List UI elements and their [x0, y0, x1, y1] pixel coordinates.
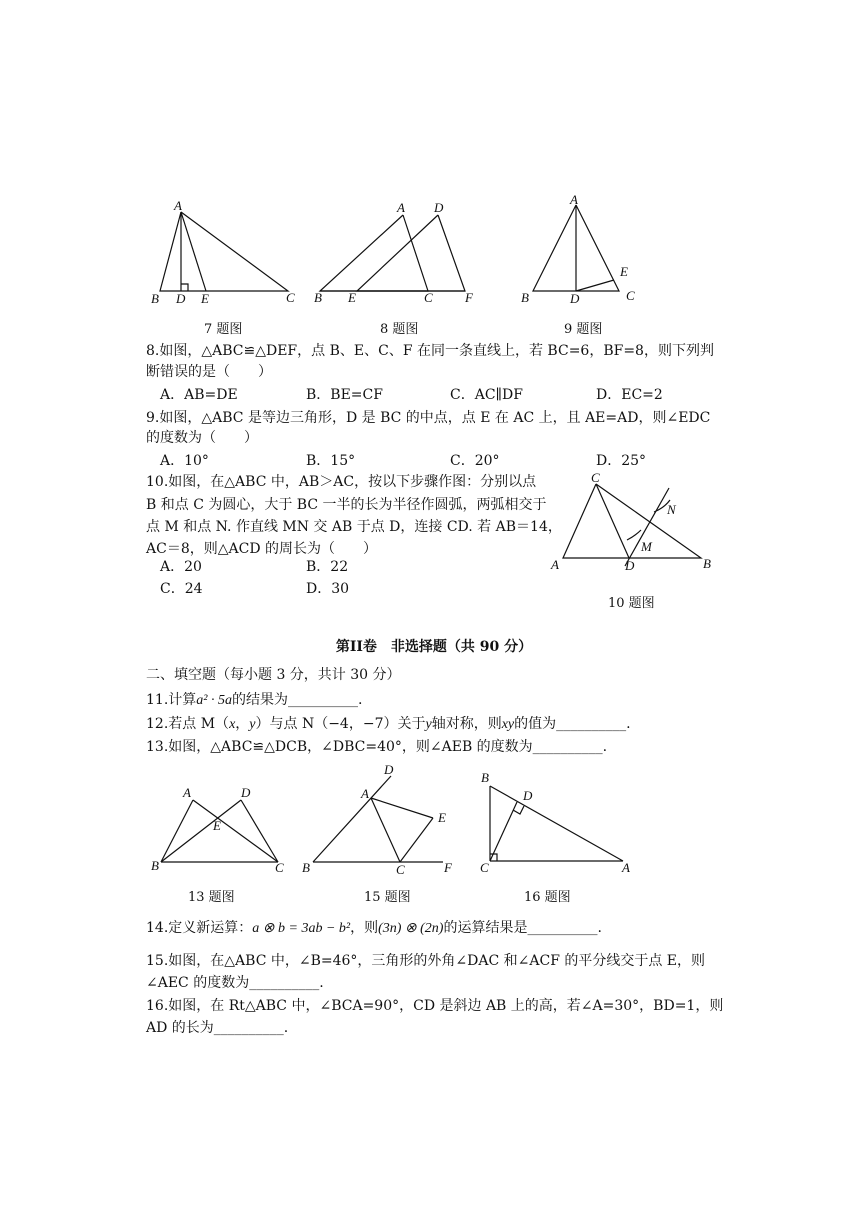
q8-line-1: 8.如图，△ABC≌△DEF，点 B、E、C、F 在同一条直线上，若 BC=6，BF=8，则下列判	[146, 343, 714, 359]
fig13-segment-ab	[161, 800, 193, 862]
fig15-segment-ae	[371, 798, 433, 818]
fig16-altitude-cd	[490, 802, 517, 861]
q10-line-1: 10.如图，在△ABC 中，AB＞AC，按以下步骤作图：分别以点	[146, 474, 537, 490]
q9-line-2: 的度数为（ ）	[146, 430, 258, 446]
fig15-label-b: B	[302, 860, 310, 875]
fig15-label-a: A	[361, 786, 369, 801]
fig15-label-e: E	[438, 810, 446, 825]
fill-heading: 二、填空题（每小题 3 分，共计 30 分）	[146, 667, 401, 683]
fig13-segment-db	[161, 800, 241, 862]
fig16-segment-ab	[490, 786, 623, 861]
figure-13	[145, 782, 295, 877]
fig13-label-e: E	[213, 818, 221, 833]
figure-16	[475, 768, 640, 878]
q15-line-2: ∠AEC 的度数为__________.	[146, 975, 324, 991]
fig9-caption: 9 题图	[564, 322, 603, 337]
q12-mid2: 轴对称，则	[431, 716, 502, 732]
fig10-triangle-abc	[563, 484, 701, 558]
fig10-label-m: M	[641, 539, 652, 554]
q10-line-2: B 和点 C 为圆心，大于 BC 一半的长为半径作圆弧，两弧相交于	[146, 497, 547, 513]
fig10-label-d: D	[625, 558, 635, 573]
fig10-label-c: C	[591, 470, 600, 485]
q8-option-a: A．AB=DE	[160, 387, 238, 403]
fig10-arc-m	[627, 530, 641, 540]
fig8-label-b: B	[314, 290, 322, 305]
fig15-segment-ac	[371, 798, 400, 862]
fig8-triangle-abc	[320, 215, 428, 291]
q11-expression: a² · 5a	[196, 693, 232, 708]
fig7-right-angle-mark	[181, 284, 188, 291]
q9-option-c: C．20°	[450, 453, 500, 469]
q14-definition: a ⊗ b = 3ab − b²	[252, 921, 351, 936]
fig10-label-n: N	[667, 502, 676, 517]
q9-option-b: B．15°	[306, 453, 356, 469]
figure-10	[545, 470, 725, 580]
q9-option-d: D．25°	[596, 453, 647, 469]
q9-option-a: A．10°	[160, 453, 209, 469]
q8-option-b: B．BE=CF	[306, 387, 383, 403]
fig9-label-e: E	[620, 264, 628, 279]
fig15-segment-ce	[400, 818, 433, 862]
fig7-triangle-abc	[160, 212, 288, 291]
fig15-line-bd	[313, 776, 391, 862]
fig16-caption: 16 题图	[524, 890, 571, 905]
fig13-label-d: D	[241, 785, 251, 800]
q16-line-2: AD 的长为__________.	[146, 1020, 289, 1036]
fig16-label-a: A	[622, 860, 630, 875]
q16-line-1: 16.如图，在 Rt△ABC 中，∠BCA=90°，CD 是斜边 AB 上的高，若∠A=30°，BD=1，则	[146, 998, 724, 1014]
q12-comma: ，	[235, 716, 250, 732]
fig7-label-d: D	[176, 291, 186, 306]
fig15-caption: 15 题图	[364, 890, 411, 905]
fig13-label-b: B	[151, 858, 159, 873]
fig7-label-a: A	[174, 198, 182, 213]
fig13-label-c: C	[275, 860, 284, 875]
q14-prefix: 14.定义新运算：	[146, 920, 253, 936]
q14-mid: ，则	[350, 920, 379, 936]
fig8-label-d: D	[434, 200, 444, 215]
fig13-segment-dc	[241, 800, 278, 862]
fig8-label-a: A	[397, 200, 405, 215]
q12-xy: xy	[501, 717, 515, 732]
fig8-caption: 8 题图	[380, 322, 419, 337]
q10-line-3: 点 M 和点 N. 作直线 MN 交 AB 于点 D，连接 CD. 若 AB＝14，	[146, 519, 562, 535]
fig16-label-d: D	[523, 788, 533, 803]
fig7-label-b: B	[151, 291, 159, 306]
fig7-segment-ae	[181, 212, 206, 291]
q10-option-d: D．30	[306, 581, 350, 597]
q15-line-1: 15.如图，在△ABC 中，∠B=46°，三角形的外角∠DAC 和∠ACF 的平分线交于点 E，则	[146, 953, 706, 969]
q12-mid: ）与点 N（−4，−7）关于	[255, 716, 426, 732]
fig7-caption: 7 题图	[204, 322, 243, 337]
q8-line-2: 断错误的是（ ）	[146, 364, 272, 380]
q11-suffix: 的结果为__________.	[231, 692, 363, 708]
fig8-label-c: C	[424, 290, 433, 305]
fig7-label-e: E	[201, 291, 209, 306]
q9-line-1: 9.如图，△ABC 是等边三角形，D 是 BC 的中点，点 E 在 AC 上，且 AE=AD，则∠EDC	[146, 410, 711, 426]
figure-9	[512, 190, 652, 310]
q11	[146, 690, 362, 711]
q10-option-a: A．20	[160, 559, 202, 575]
q12-y: y	[249, 717, 256, 732]
fig16-label-c: C	[480, 860, 489, 875]
q8-option-c: C．AC∥DF	[450, 387, 523, 403]
figure-7	[140, 195, 315, 310]
fig10-label-a: A	[551, 557, 559, 572]
q10-option-c: C．24	[160, 581, 203, 597]
q12-x: x	[229, 717, 236, 732]
q10-line-4: AC＝8，则△ACD 的周长为（ ）	[146, 541, 377, 557]
q12	[146, 714, 631, 735]
q12-axis: y	[425, 717, 432, 732]
fig10-caption: 10 题图	[608, 596, 655, 611]
fig15-label-d: D	[384, 762, 394, 777]
figure-15	[298, 762, 468, 877]
fig10-line-mn	[625, 488, 669, 566]
fig9-label-b: B	[521, 290, 529, 305]
fig15-label-f: F	[444, 860, 452, 875]
q11-prefix: 11.计算	[146, 692, 197, 708]
fig8-triangle-def	[357, 215, 465, 291]
q8-option-d: D．EC=2	[596, 387, 663, 403]
q12-suffix: 的值为__________.	[514, 716, 631, 732]
fig10-label-b: B	[703, 556, 711, 571]
q13: 13.如图，△ABC≌△DCB，∠DBC=40°，则∠AEB 的度数为__________.	[146, 739, 608, 755]
fig13-segment-ac	[193, 800, 278, 862]
fig15-label-c: C	[396, 862, 405, 877]
fig9-segment-de	[576, 280, 614, 291]
fig13-label-a: A	[183, 785, 191, 800]
figure-8	[310, 195, 485, 310]
fig9-label-d: D	[570, 291, 580, 306]
fig13-caption: 13 题图	[188, 890, 235, 905]
fig8-label-e: E	[348, 290, 356, 305]
fig16-label-b: B	[481, 770, 489, 785]
fig9-label-c: C	[626, 288, 635, 303]
fig7-label-c: C	[286, 290, 295, 305]
fig8-label-f: F	[465, 290, 473, 305]
q10-option-b: B．22	[306, 559, 349, 575]
section-title: 第II卷 非选择题（共 90 分）	[335, 639, 533, 655]
q14-expression: (3n) ⊗ (2n)	[378, 921, 444, 936]
q12-prefix: 12.若点 M（	[146, 716, 230, 732]
q14	[146, 918, 602, 939]
fig9-label-a: A	[570, 192, 578, 207]
q14-suffix: 的运算结果是__________.	[443, 920, 602, 936]
